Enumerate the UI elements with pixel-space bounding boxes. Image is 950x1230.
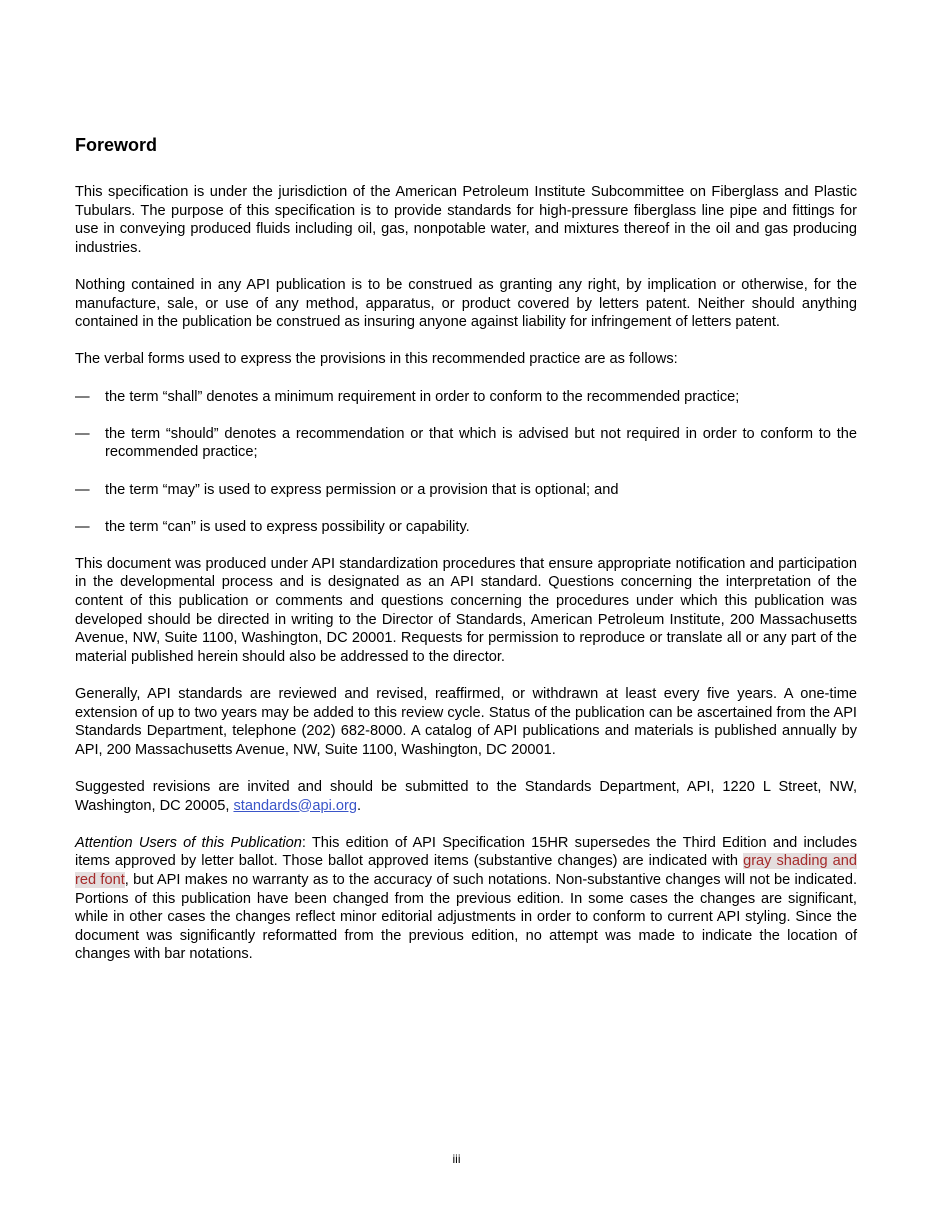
list-item [75, 425, 857, 462]
dash-bullet: — [75, 518, 90, 535]
list-item [75, 388, 857, 407]
attention-label: Attention Users of this Publication [75, 834, 302, 851]
verbal-forms-list [75, 388, 857, 537]
term-may: the term “may” is used to express permission or a provision that is optional; and [105, 481, 619, 498]
email-link[interactable]: standards@api.org [233, 797, 357, 814]
foreword-page [75, 134, 857, 983]
page-number: iii [452, 1152, 461, 1166]
dash-bullet: — [75, 425, 90, 442]
attention-paragraph [75, 834, 857, 964]
suggestions-paragraph [75, 778, 857, 815]
verbal-forms-intro: The verbal forms used to express the provisions in this recommended practice are as follows: [75, 351, 678, 368]
suggestions-end: . [357, 797, 362, 814]
highlight-gray-shading-red-font: gray shading and red font [75, 853, 858, 888]
patent-paragraph: Nothing contained in any API publication is to be construed as granting any right, by implication or otherwise, for the manufacture, sale, or use of any method, apparatus, or product covered by letters patent. Neither should anything contained in the publication be construed as insuring anyone against liability for infringement of letters patent. [75, 276, 857, 331]
standardization-paragraph: This document was produced under API standardization procedures that ensure appropriate notification and participation in the developmental process and is designated as an API standard. Questions concerning the interpretation of the content of this publication or comments and questions concerning the procedures under which this publication was developed should be directed in writing to the Director of Standards, American Petroleum Institute, 200 Massachusetts Avenue, NW, Suite 1100, Washington, DC 20001. Requests for permission to reproduce or translate all or any part of the material published herein should also be addressed to the director. [75, 555, 857, 665]
term-shall: the term “shall” denotes a minimum requirement in order to conform to the recommended practice; [105, 388, 740, 405]
dash-bullet: — [75, 388, 90, 405]
attention-text-after: , but API makes no warranty as to the accuracy of such notations. Non-substantive changes will not be indicated. Portions of this publication have been changed from the previous edition. In some cases the changes are significant, while in other cases the changes reflect minor editorial adjustments in order to conform to current API styling. Since the document was significantly reformatted from the previous edition, no attempt was made to indicate the location of changes with bar notations. [75, 871, 857, 963]
dash-bullet: — [75, 481, 90, 498]
intro-paragraph: This specification is under the jurisdiction of the American Petroleum Institute Subcommittee on Fiberglass and Plastic Tubulars. The purpose of this specification is to provide standards for high-pressure fiberglass line pipe and fittings for use in conveying produced fluids including oil, gas, nonpotable water, and mixtures thereof in the oil and gas producing industries. [75, 184, 857, 256]
review-paragraph: Generally, API standards are reviewed and revised, reaffirmed, or withdrawn at least every five years. A one-time extension of up to two years may be added to this review cycle. Status of the publication can be ascertained from the API Standards Department, telephone (202) 682-8000. A catalog of API publications and materials is published annually by API, 200 Massachusetts Avenue, NW, Suite 1100, Washington, DC 20001. [75, 686, 857, 758]
list-item [75, 481, 857, 500]
term-should: the term “should” denotes a recommendation or that which is advised but not required in order to conform to the recommended practice; [105, 425, 857, 461]
page-title: Foreword [75, 135, 158, 155]
suggestions-text: Suggested revisions are invited and should be submitted to the Standards Department, API, 1220 L Street, NW, Washington, DC 20005, [75, 779, 857, 814]
term-can: the term “can” is used to express possibility or capability. [105, 518, 470, 535]
attention-text-before: : This edition of API Specification 15HR supersedes the Third Edition and includes items approved by letter ballot. Those ballot approved items (substantive changes) are indicated with [75, 834, 857, 870]
list-item [75, 518, 857, 537]
